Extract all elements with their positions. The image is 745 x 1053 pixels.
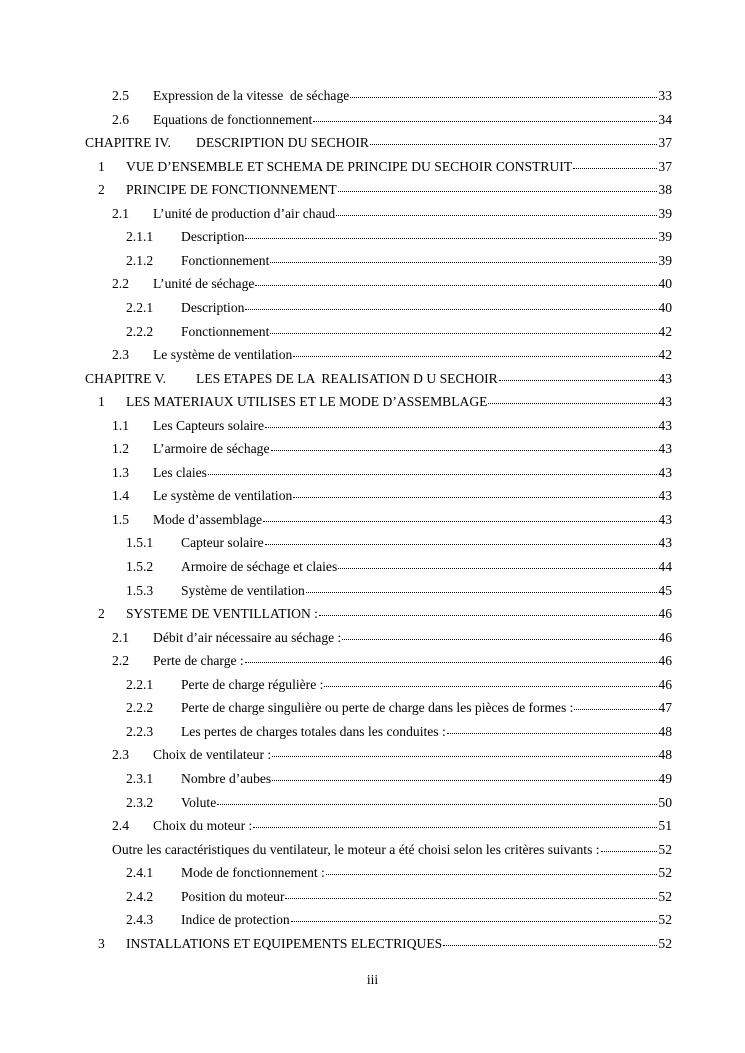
toc-entry-number: 2.2.2 <box>126 323 154 339</box>
dot-leader <box>272 779 657 781</box>
dot-leader <box>271 449 658 451</box>
toc-entry-title: Perte de charge singulière ou perte de charge dans les pièces de formes : <box>181 700 574 716</box>
toc-entry-page: 48 <box>658 747 672 763</box>
toc-entry-number: 2.2 <box>112 276 129 292</box>
toc-entry-page: 40 <box>658 299 672 315</box>
toc-entry-title: Les Capteurs solaire <box>153 417 264 433</box>
toc-entry[interactable] <box>126 322 672 342</box>
toc-entry[interactable] <box>126 722 672 742</box>
toc-entry-number: 2.3 <box>112 747 129 763</box>
toc-entry-title: Nombre d’aubes <box>181 770 272 786</box>
toc-entry-title: INSTALLATIONS ET EQUIPEMENTS ELECTRIQUES <box>126 935 443 951</box>
dot-leader <box>255 284 657 286</box>
toc-entry-title: Mode de fonctionnement : <box>181 865 325 881</box>
dot-leader <box>370 143 657 145</box>
toc-entry-number: 2 <box>98 182 105 198</box>
toc-entry-number: 2.6 <box>112 111 129 127</box>
toc-entry-page: 52 <box>658 935 672 951</box>
toc-entry[interactable] <box>98 392 672 412</box>
toc-entry-number: 1.4 <box>112 488 129 504</box>
toc-entry-title: Les claies <box>153 464 207 480</box>
toc-entry[interactable] <box>112 86 672 106</box>
toc-entry-number: 1.1 <box>112 417 129 433</box>
dot-leader <box>265 543 658 545</box>
toc-entry[interactable] <box>126 769 672 789</box>
dot-leader <box>574 708 657 710</box>
dot-leader <box>601 850 658 852</box>
toc-entry-page: 43 <box>658 488 672 504</box>
toc-entry-title: Perte de charge régulière : <box>181 676 324 692</box>
toc-entry[interactable] <box>126 581 672 601</box>
toc-entry-title: Equations de fonctionnement <box>153 111 313 127</box>
toc-entry-title: Capteur solaire <box>181 535 264 551</box>
toc-entry[interactable] <box>126 251 672 271</box>
dot-leader <box>573 167 657 169</box>
dot-leader <box>245 237 657 239</box>
toc-entry-number: 3 <box>98 935 105 951</box>
toc-entry-page: 34 <box>658 111 672 127</box>
toc-entry[interactable] <box>112 463 672 483</box>
dot-leader <box>313 120 657 122</box>
toc-entry-number: 1.5.2 <box>126 559 154 574</box>
toc-entry-title: PRINCIPE DE FONCTIONNEMENT <box>126 182 337 198</box>
toc-entry[interactable] <box>98 157 672 177</box>
toc-entry-page: 46 <box>658 629 672 645</box>
dot-leader <box>265 426 657 428</box>
toc-entry-page: 38 <box>658 182 672 198</box>
toc-entry-title: Fonctionnement <box>181 323 270 339</box>
toc-entry[interactable] <box>112 816 672 836</box>
toc-entry-title: Les pertes de charges totales dans les conduites : <box>181 723 446 739</box>
toc-entry-number: 1.5.3 <box>126 582 154 598</box>
dot-leader <box>253 826 657 828</box>
toc-entry-page: 52 <box>658 888 672 904</box>
toc-entry-title: Le système de ventilation <box>153 488 293 504</box>
toc-entry[interactable] <box>85 369 672 389</box>
dot-leader <box>272 755 657 757</box>
toc-entry-number: 2.1 <box>112 205 129 221</box>
dot-leader <box>291 920 658 922</box>
toc-entry[interactable] <box>85 133 672 153</box>
dot-leader <box>263 520 657 522</box>
toc-entry[interactable] <box>112 274 672 294</box>
toc-entry-number: 2.4.3 <box>126 912 154 928</box>
toc-entry-title: Choix du moteur : <box>153 818 253 834</box>
toc-entry-page: 39 <box>658 205 672 221</box>
toc-entry-number: CHAPITRE IV. <box>85 135 171 151</box>
toc-entry[interactable] <box>126 227 672 247</box>
toc-entry-number: 2.3.2 <box>126 794 154 810</box>
dot-leader <box>285 897 657 899</box>
dot-leader <box>338 567 657 569</box>
toc-entry-title: Description <box>181 229 245 245</box>
toc-entry-page: 48 <box>658 723 672 739</box>
toc-entry[interactable] <box>112 510 672 530</box>
toc-entry-page: 43 <box>658 394 672 410</box>
toc-entry-number: 2.4.1 <box>126 865 154 881</box>
toc-entry-number: 1 <box>98 158 105 174</box>
dot-leader <box>350 96 657 98</box>
toc-entry-title: SYSTEME DE VENTILLATION : <box>126 606 318 622</box>
toc-entry[interactable] <box>126 557 672 577</box>
toc-entry-number: 2.2.3 <box>126 723 154 739</box>
toc-entry-page: 37 <box>658 158 672 174</box>
toc-entry[interactable] <box>98 604 672 624</box>
toc-entry-number: 2.2.1 <box>126 299 154 315</box>
dot-leader <box>499 379 658 381</box>
toc-entry-title: VUE D’ENSEMBLE ET SCHEMA DE PRINCIPE DU SECHOIR CONSTRUIT <box>126 158 573 174</box>
toc-entry-page: 45 <box>658 582 672 598</box>
toc-entry-page: 46 <box>658 606 672 622</box>
toc-entry-number: 2.5 <box>112 88 129 103</box>
toc-entry-title: Expression de la vitesse de séchage <box>153 88 350 103</box>
toc-entry-number: 1.3 <box>112 464 129 480</box>
toc-entry-page: 33 <box>658 88 672 103</box>
toc-entry[interactable] <box>126 863 672 883</box>
toc-entry[interactable] <box>112 439 672 459</box>
toc-entry[interactable] <box>98 180 672 200</box>
dot-leader <box>443 944 657 946</box>
toc-entry-number: CHAPITRE V. <box>85 370 167 386</box>
toc-entry-page: 43 <box>658 441 672 457</box>
toc-entry-number: 1.2 <box>112 441 129 457</box>
toc-entry-title: Système de ventilation <box>181 582 305 598</box>
toc-entry-number: 2.2.2 <box>126 700 154 716</box>
toc-entry-title: L’armoire de séchage <box>153 441 270 457</box>
toc-entry[interactable] <box>112 345 672 365</box>
dot-leader <box>245 308 657 310</box>
toc-entry[interactable] <box>98 934 672 954</box>
dot-leader <box>488 402 657 404</box>
toc-entry[interactable] <box>112 416 672 436</box>
dot-leader <box>306 591 658 593</box>
toc-entry-title: LES MATERIAUX UTILISES ET LE MODE D’ASSEMBLAGE <box>126 394 488 410</box>
toc-entry-number: 2.3.1 <box>126 770 154 786</box>
toc-entry-page: 42 <box>658 347 672 363</box>
toc-entry[interactable] <box>112 651 672 671</box>
page-number: iii <box>366 972 379 987</box>
toc-entry-title: Volute <box>181 794 217 810</box>
toc-entry-number: 2.1.1 <box>126 229 154 245</box>
dot-leader <box>326 873 658 875</box>
toc-entry-page: 37 <box>658 135 672 151</box>
dot-leader <box>319 614 657 616</box>
toc-entry-number: 2.4 <box>112 818 129 834</box>
toc-entry-number: 2.3 <box>112 347 129 363</box>
toc-entry-page: 43 <box>658 511 672 527</box>
toc-entry[interactable] <box>112 204 672 224</box>
toc-entry-title: L’unité de production d’air chaud <box>153 205 336 221</box>
toc-entry-page: 43 <box>658 417 672 433</box>
dot-leader <box>336 214 657 216</box>
toc-entry[interactable] <box>112 110 672 130</box>
toc-entry-page: 46 <box>658 653 672 669</box>
dot-leader <box>447 732 658 734</box>
dot-leader <box>208 473 657 475</box>
dot-leader <box>270 332 657 334</box>
toc-entry[interactable] <box>112 840 672 860</box>
toc-entry-number: 1.5 <box>112 511 129 527</box>
toc-entry-title: L’unité de séchage <box>153 276 255 292</box>
toc-entry-page: 52 <box>658 841 672 857</box>
toc-entry-title: Choix de ventilateur : <box>153 747 272 763</box>
toc-entry-number: 1 <box>98 394 105 410</box>
toc-entry-title: Mode d’assemblage <box>153 511 263 527</box>
toc-entry-page: 46 <box>658 676 672 692</box>
toc-entry-number: 1.5.1 <box>126 535 154 551</box>
toc-entry-title: Outre les caractéristiques du ventilateur, le moteur a été choisi selon les critères suivants : <box>112 841 600 857</box>
dot-leader <box>293 355 657 357</box>
toc-entry-page: 42 <box>658 323 672 339</box>
toc-entry-title: Armoire de séchage et claies <box>181 559 338 574</box>
dot-leader <box>324 685 657 687</box>
toc-entry[interactable] <box>126 698 672 718</box>
toc-entry-page: 49 <box>658 770 672 786</box>
toc-entry[interactable] <box>126 793 672 813</box>
toc-entry-page: 43 <box>658 370 672 386</box>
toc-entry-page: 44 <box>658 559 672 574</box>
toc-entry-page: 43 <box>658 464 672 480</box>
dot-leader <box>270 261 657 263</box>
toc-entry-number: 2.2 <box>112 653 129 669</box>
dot-leader <box>338 190 658 192</box>
dot-leader <box>293 496 657 498</box>
toc-entry[interactable] <box>126 533 672 553</box>
toc-entry[interactable] <box>112 486 672 506</box>
toc-entry-page: 40 <box>658 276 672 292</box>
toc-entry-title: Description <box>181 299 245 315</box>
toc-entry-page: 39 <box>658 229 672 245</box>
toc-entry-page: 47 <box>658 700 672 716</box>
toc-entry-number: 2 <box>98 606 105 622</box>
toc-entry-page: 39 <box>658 252 672 268</box>
dot-leader <box>342 638 657 640</box>
toc-entry-title: Position du moteur <box>181 888 285 904</box>
toc-entry-title: Le système de ventilation <box>153 347 293 363</box>
toc-entry[interactable] <box>126 887 672 907</box>
toc-entry-page: 52 <box>658 912 672 928</box>
toc-entry-page: 52 <box>658 865 672 881</box>
toc-entry-title: LES ETAPES DE LA REALISATION D U SECHOIR <box>196 370 498 386</box>
toc-entry-title: Indice de protection <box>181 912 290 928</box>
toc-entry-number: 2.2.1 <box>126 676 154 692</box>
toc-entry-title: DESCRIPTION DU SECHOIR <box>196 135 369 151</box>
toc-entry[interactable] <box>112 628 672 648</box>
toc-entry-title: Débit d’air nécessaire au séchage : <box>153 629 342 645</box>
toc-entry-number: 2.1.2 <box>126 252 154 268</box>
toc-entry-number: 2.1 <box>112 629 129 645</box>
toc-entry[interactable] <box>126 675 672 695</box>
toc-entry-page: 43 <box>658 535 672 551</box>
toc-entry[interactable] <box>126 298 672 318</box>
toc-entry-number: 2.4.2 <box>126 888 154 904</box>
toc-entry[interactable] <box>112 745 672 765</box>
dot-leader <box>245 661 658 663</box>
toc-entry-title: Perte de charge : <box>153 653 244 669</box>
toc-entry-page: 50 <box>658 794 672 810</box>
dot-leader <box>217 803 657 805</box>
toc-entry-title: Fonctionnement <box>181 252 270 268</box>
toc-entry[interactable] <box>126 910 672 930</box>
toc-entry-page: 51 <box>658 818 672 834</box>
